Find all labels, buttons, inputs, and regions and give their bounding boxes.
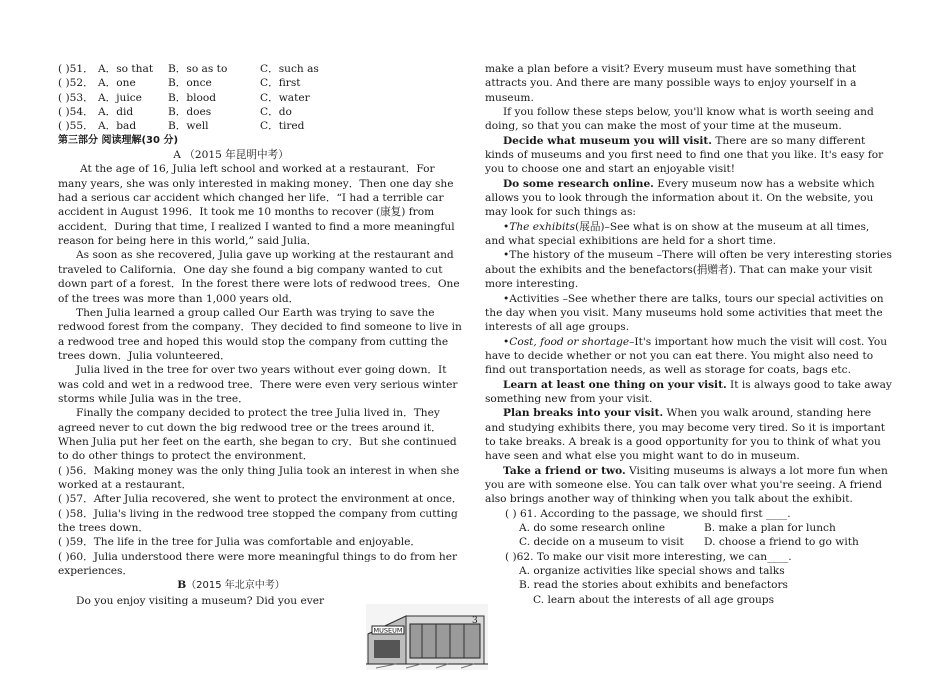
bullet-heading: Cost, food or shortage: [509, 335, 630, 348]
tf-question-56: ( )56．Making money was the only thing Julia took an interest in when she worked at a restaurant．: [58, 464, 460, 491]
bullet-icon: •: [503, 220, 510, 233]
mcq-55: [58, 119, 464, 133]
q61-options-cd: [485, 535, 892, 549]
option-a: A．bad: [98, 120, 137, 133]
step-heading: Take a friend or two.: [503, 464, 626, 477]
mcq-53: [58, 91, 464, 105]
option-d: D. choose a friend to go with: [704, 536, 859, 549]
option-c: C．tired: [260, 120, 305, 133]
option-c: C. decide on a museum to visit: [519, 536, 684, 549]
question-62: ( )62. To make our visit more interesting, we can____.: [505, 550, 792, 563]
step-body: It is always good to take away something new from your visit.: [485, 378, 892, 405]
museum-building-icon: [366, 604, 488, 670]
museum-building-illustration: [366, 604, 488, 670]
paragraph: Do you enjoy visiting a museum? Did you ever: [76, 594, 325, 607]
tf-question-57: ( )57．After Julia recovered, she went to protect the environment at once．: [58, 493, 463, 506]
step-friend: [485, 464, 892, 507]
right-column: [485, 62, 892, 607]
step-body: Every museum now has a website which allows you to look through the information about it. On the website, you may look for such things as:: [485, 177, 875, 219]
option-c: C．do: [260, 106, 292, 119]
mcq-52: [58, 76, 464, 90]
option-b: B．well: [168, 120, 209, 133]
mcq-54: [58, 105, 464, 119]
left-column: [58, 62, 464, 608]
question-number: ( )52．: [58, 77, 94, 90]
passage-b-label: B: [177, 579, 187, 592]
step-body: Visiting museums is always a lot more fun when you are with someone else. You can talk over what you're seeing. A friend also brings another way of thinking when you talk about the exhibit.: [485, 464, 888, 506]
paragraph: If you follow these steps below, you'll know what is worth seeing and doing, so that you can make the most of your time at the museum.: [485, 106, 874, 133]
step-research: [485, 177, 892, 220]
option-a: A. organize activities like special shows and talks: [519, 565, 785, 578]
option-a: A．did: [98, 106, 134, 119]
step-heading: Decide what museum you will visit.: [503, 134, 712, 147]
bullet-body: (展品)–See what is on show at the museum at all times, and what special exhibitions are held for a short time.: [485, 220, 870, 248]
bullet-exhibits: [485, 220, 892, 249]
page-number: 3: [472, 616, 478, 626]
option-b: B．blood: [168, 91, 217, 104]
passage-a-title: A （2015 年昆明中考）: [173, 149, 289, 162]
question-number: ( )51．: [58, 63, 94, 75]
passage-b-source: （2015 年北京中考）: [186, 580, 285, 592]
step-heading: Learn at least one thing on your visit.: [503, 378, 727, 391]
option-b: B. make a plan for lunch: [704, 522, 836, 534]
passage-b-title: [58, 578, 464, 593]
paragraph: As soon as she recovered, Julia gave up working at the restaurant and traveled to California．One day she found a big company wanted to cut down part of a forest．In the forest there were lots of redwood trees．One of the trees was more than 1,000 years old．: [58, 249, 460, 305]
option-b: B．so as to: [168, 63, 228, 75]
q61-options-ab: [485, 521, 892, 535]
option-b: B．once: [168, 77, 212, 90]
option-c: C．first: [260, 77, 301, 90]
tf-question-60: ( )60．Julia understood there were more meaningful things to do from her experiences．: [58, 550, 458, 578]
question-number: ( )55．: [58, 120, 94, 133]
paragraph: make a plan before a visit? Every museum must have something that attracts you. And there are many possible ways to enjoy yourself in a museum.: [485, 63, 857, 104]
question-number: ( )53．: [58, 91, 94, 104]
option-c: C．such as: [260, 63, 319, 75]
option-c: C. learn about the interests of all age groups: [533, 593, 775, 606]
option-a: A. do some research online: [519, 522, 666, 534]
step-learn: [485, 378, 892, 407]
bullet-history: •The history of the museum –There will often be very interesting stories about the exhibits and the benefactors(捐赠者). That can make your visit more interesting.: [485, 249, 892, 291]
museum-sign: MUSEUM: [373, 626, 403, 635]
paragraph: Finally the company decided to protect the tree Julia lived in．They agreed never to cut down the big redwood tree or the trees around it．When Julia put her feet on the earth, she began to cry．But she continued to do other things to protect the environment．: [58, 407, 457, 463]
bullet-cost: [485, 335, 892, 378]
option-b: B. read the stories about exhibits and benefactors: [519, 579, 788, 592]
step-heading: Plan breaks into your visit.: [503, 407, 664, 420]
bullet-body: –It's important how much the visit will cost. You have to decide whether or not you can eat there. You might also need to find out transportation needs, as well as storage for coats, bags etc.: [485, 335, 888, 377]
paragraph: At the age of 16, Julia left school and worked at a restaurant．For many years, she was only interested in making money．Then one day she had a serious car accident which changed her life．“I had a terrible car accident in August 1996．It took me 10 months to recover (康复) from accident．During that time, I realized I wanted to find a more meaningful reason for being here in this world,” said Julia．: [58, 163, 455, 248]
option-a: A．juice: [98, 91, 142, 104]
option-a: A．one: [98, 77, 136, 90]
paragraph: Julia lived in the tree for over two years without ever going down．It was cold and wet in a redwood tree．There were even very serious winter storms while Julia was in the tree．: [58, 364, 458, 405]
bullet-icon: •: [503, 335, 510, 348]
step-body: When you walk around, standing here and studying exhibits there, you may become very tired. So it is important to take breaks. A break is a good opportunity for you to think of what you have seen and what else you might want to do in museum.: [485, 407, 886, 463]
step-decide: [485, 134, 892, 177]
mcq-51: [58, 62, 464, 76]
step-body: There are so many different kinds of museums and you first need to find one that you like. It's easy for you to choose one and start an enjoyable visit!: [485, 134, 884, 176]
option-a: A．so that: [98, 63, 154, 75]
tf-question-58: ( )58．Julia's living in the redwood tree stopped the company from cutting the trees down．: [58, 507, 458, 534]
question-61: ( ) 61. According to the passage, we should first ____.: [505, 507, 791, 520]
option-c: C．water: [260, 91, 310, 104]
section-title: 第三部分 阅读理解(30 分): [58, 134, 179, 146]
step-heading: Do some research online.: [503, 177, 654, 190]
tf-question-59: ( )59．The life in the tree for Julia was comfortable and enjoyable．: [58, 536, 422, 549]
question-number: ( )54．: [58, 106, 94, 119]
option-b: B．does: [168, 106, 212, 119]
bullet-heading: The exhibits: [509, 220, 576, 233]
step-breaks: [485, 406, 892, 463]
bullet-activities: •Activities –See whether there are talks, tours our special activities on the day when you visit. Many museums hold some activities that meet the interests of all age groups.: [485, 292, 884, 334]
paragraph: Then Julia learned a group called Our Earth was trying to save the redwood forest from the company．They decided to find someone to live in a redwood tree and hoped this would stop the company from cutting the trees down．Julia volunteered．: [58, 306, 462, 362]
